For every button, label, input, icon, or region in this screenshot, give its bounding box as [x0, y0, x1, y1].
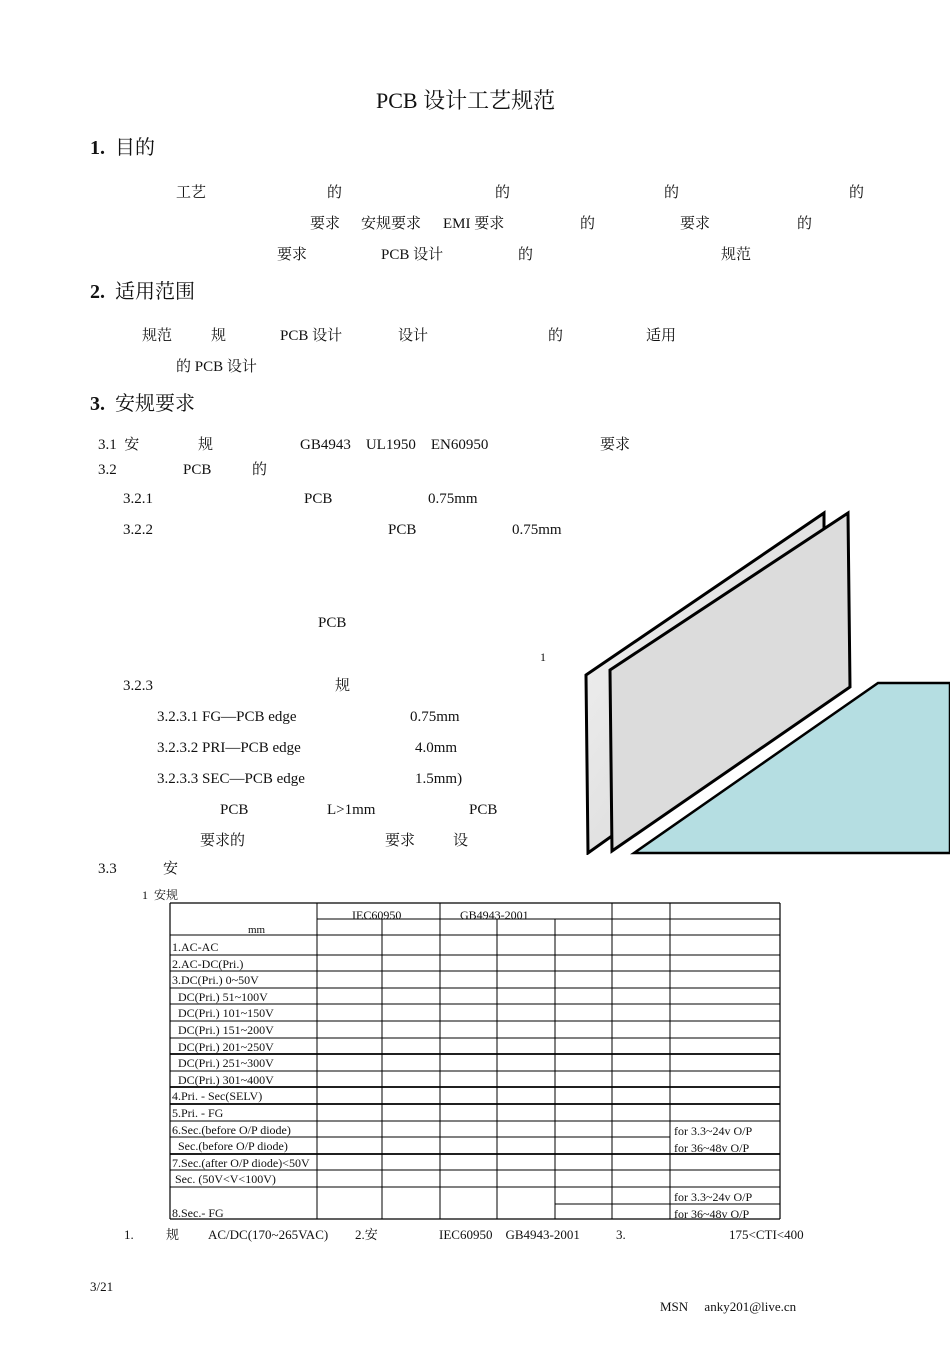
purpose-word: PCB 设计	[381, 247, 444, 263]
table-row-label: 8.Sec.- FG	[172, 1205, 224, 1220]
item-3-2-3-2-value: 4.0mm	[415, 740, 458, 756]
clearance-word: PCB	[220, 802, 249, 818]
table-row-label: 2.AC-DC(Pri.)	[172, 956, 244, 971]
table-row-label: 7.Sec.(after O/P diode)<50V	[172, 1155, 310, 1170]
item-3-2: 3.2	[98, 462, 117, 478]
purpose-word: 要求	[277, 247, 308, 263]
table-row-label: DC(Pri.) 101~150V	[172, 1006, 274, 1021]
purpose-word: 的	[580, 216, 596, 232]
item-3-1-word: 要求	[600, 437, 631, 453]
section-2-number: 2.	[90, 281, 105, 303]
purpose-word: 要求	[310, 216, 341, 232]
item-3-2-word: PCB	[183, 462, 212, 478]
scope-word: 的	[548, 328, 564, 344]
purpose-word: 安规要求	[361, 216, 422, 232]
table-row-label: 1.AC-AC	[172, 940, 219, 954]
purpose-word: 规范	[721, 247, 752, 263]
purpose-word: 的	[797, 216, 813, 232]
footnote-cti: 175<CTI<400	[729, 1227, 804, 1242]
table-header-gb: GB4943-2001	[460, 908, 529, 922]
item-3-2-3-2: 3.2.3.2 PRI—PCB edge	[157, 740, 301, 756]
item-3-2-1-value: 0.75mm	[428, 491, 478, 507]
scope-word: 规	[211, 328, 227, 344]
purpose-word: EMI 要求	[443, 216, 505, 232]
table-row-label: Sec.(before O/P diode)	[172, 1139, 288, 1154]
figure-number: 1	[540, 650, 546, 664]
footnote-word: AC/DC(170~265VAC)	[208, 1227, 329, 1242]
item-3-2-2-value: 0.75mm	[512, 522, 562, 538]
table-row-label: Sec. (50V<V<100V)	[172, 1172, 276, 1187]
item-3-2-2-word: PCB	[388, 522, 417, 538]
table-header-iec: IEC60950	[352, 908, 402, 922]
item-3-1-standards: GB4943 UL1950 EN60950	[300, 437, 489, 453]
purpose-word: 要求	[680, 216, 711, 232]
item-3-2-3-word: 规	[335, 678, 351, 694]
purpose-word: 的	[518, 247, 534, 263]
page-title: PCB 设计工艺规范	[376, 88, 556, 113]
table-note: for 36~48v O/P	[674, 1141, 750, 1155]
item-3-3-word: 安	[163, 861, 179, 877]
table-note: for 3.3~24v O/P	[674, 1124, 753, 1138]
scope-word: PCB 设计	[280, 328, 343, 344]
scope-word: 设计	[398, 328, 429, 344]
clearance-word: PCB	[469, 802, 498, 818]
requirement-word: 要求的	[200, 833, 246, 849]
section-3-title: 安规要求	[115, 393, 195, 415]
requirement-word: 要求	[385, 833, 416, 849]
item-3-1-word: 规	[198, 437, 214, 453]
table-caption: 1 安规	[142, 888, 179, 902]
item-3-2-2: 3.2.2	[123, 522, 153, 538]
scope-word: 适用	[646, 328, 677, 344]
purpose-word: 的	[664, 185, 680, 201]
table-row-label: 5.Pri. - FG	[172, 1106, 224, 1120]
item-3-2-3-1-value: 0.75mm	[410, 709, 460, 725]
footer-contact: MSN anky201@live.cn	[660, 1299, 797, 1314]
footnote-word: 规	[166, 1227, 180, 1242]
section-1-number: 1.	[90, 137, 105, 159]
pcb-label: PCB	[318, 615, 347, 631]
scope-word: 规范	[142, 328, 173, 344]
table-row-label: 6.Sec.(before O/P diode)	[172, 1122, 291, 1137]
purpose-word: 的	[495, 185, 511, 201]
footnote-standards: IEC60950 GB4943-2001	[439, 1227, 580, 1242]
scope-line-2: 的 PCB 设计	[176, 359, 257, 375]
purpose-word: 的	[327, 185, 343, 201]
footnote-word: 3.	[616, 1227, 626, 1242]
item-3-2-1-word: PCB	[304, 491, 333, 507]
table-note: for 3.3~24v O/P	[674, 1190, 753, 1204]
footnote-word: 2.安	[355, 1227, 378, 1242]
section-3-number: 3.	[90, 393, 105, 415]
table-row-label: DC(Pri.) 151~200V	[172, 1023, 274, 1037]
table-row-label: DC(Pri.) 51~100V	[172, 989, 268, 1004]
table-row-label: DC(Pri.) 301~400V	[172, 1072, 274, 1087]
footnote-word: 1.	[124, 1227, 134, 1242]
purpose-word: 的	[849, 185, 865, 201]
item-3-2-3-3-value: 1.5mm)	[415, 771, 463, 787]
item-3-2-3-3: 3.2.3.3 SEC—PCB edge	[157, 771, 305, 787]
table-note: for 36~48v O/P	[674, 1207, 750, 1221]
purpose-word: 工艺	[176, 185, 207, 201]
page-number: 3/21	[90, 1279, 114, 1294]
table-unit: mm	[248, 924, 266, 936]
item-3-2-3-1: 3.2.3.1 FG—PCB edge	[157, 709, 297, 725]
table-row-label: DC(Pri.) 201~250V	[172, 1039, 274, 1054]
requirement-word: 设	[453, 833, 469, 849]
item-3-1: 3.1 安	[98, 437, 140, 453]
table-row-label: 3.DC(Pri.) 0~50V	[172, 973, 259, 988]
section-1-title: 目的	[115, 137, 155, 159]
table-row-label: DC(Pri.) 251~300V	[172, 1056, 274, 1071]
item-3-2-1: 3.2.1	[123, 491, 153, 507]
clearance-word: L>1mm	[327, 802, 376, 818]
item-3-2-word: 的	[252, 462, 268, 478]
item-3-3: 3.3	[98, 861, 117, 877]
section-2-title: 适用范围	[115, 281, 195, 303]
item-3-2-3: 3.2.3	[123, 678, 153, 694]
table-row-label: 4.Pri. - Sec(SELV)	[172, 1089, 263, 1104]
